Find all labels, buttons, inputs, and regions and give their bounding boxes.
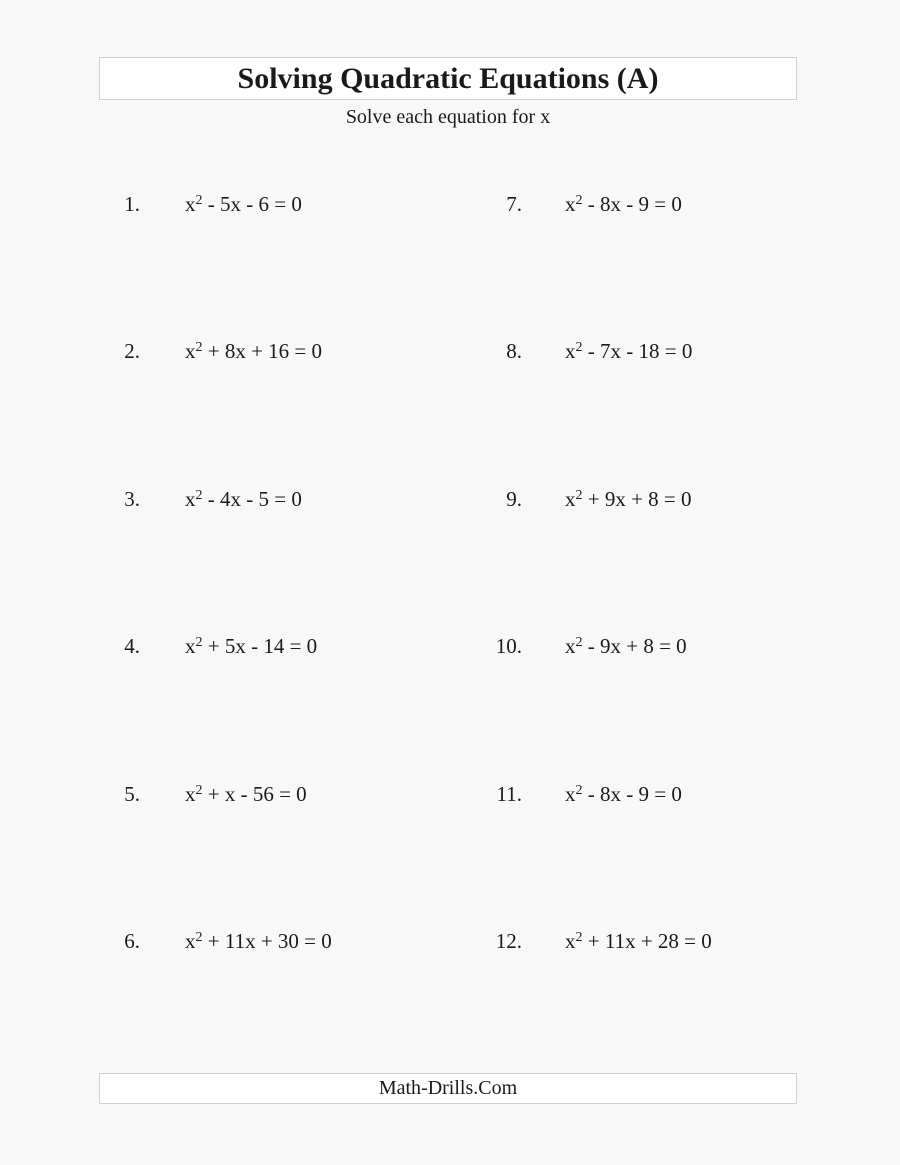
title-box (99, 57, 797, 100)
equation-exponent: 2 (195, 783, 203, 798)
problem-equation (565, 336, 692, 366)
equation-base: x (565, 782, 576, 806)
problem-number: 5. (124, 782, 140, 806)
problem-equation (185, 779, 307, 809)
problem-equation (185, 631, 317, 661)
problem-number: 11. (496, 782, 522, 806)
footer-box (99, 1073, 797, 1104)
equation-base: x (565, 634, 576, 658)
equation-rest: - 4x - 5 = 0 (202, 487, 302, 511)
problem-number: 3. (124, 487, 140, 511)
equation-base: x (565, 192, 576, 216)
problem-row (0, 189, 900, 219)
problem-row (0, 484, 900, 514)
equation-base: x (185, 339, 196, 363)
problem-number: 7. (506, 192, 522, 216)
equation-rest: - 8x - 9 = 0 (582, 782, 682, 806)
equation-base: x (185, 192, 196, 216)
problem-number: 1. (124, 192, 140, 216)
equation-base: x (185, 634, 196, 658)
problem-row (0, 336, 900, 366)
equation-rest: + 11x + 30 = 0 (202, 929, 332, 953)
worksheet-title: Solving Quadratic Equations (A) (237, 61, 659, 95)
problem-number: 8. (506, 339, 522, 363)
problem-row (0, 779, 900, 809)
equation-exponent: 2 (575, 193, 583, 208)
equation-exponent: 2 (575, 930, 583, 945)
problem-equation (565, 926, 712, 956)
equation-exponent: 2 (575, 340, 583, 355)
equation-rest: + 8x + 16 = 0 (202, 339, 323, 363)
equation-exponent: 2 (195, 193, 203, 208)
equation-base: x (185, 929, 196, 953)
equation-base: x (185, 782, 196, 806)
equation-base: x (565, 929, 576, 953)
equation-exponent: 2 (195, 340, 203, 355)
problem-number: 12. (495, 929, 522, 953)
problem-number: 6. (124, 929, 140, 953)
equation-rest: + x - 56 = 0 (202, 782, 307, 806)
equation-exponent: 2 (195, 488, 203, 503)
worksheet-subtitle: Solve each equation for x (345, 106, 551, 128)
equation-exponent: 2 (195, 635, 203, 650)
problem-number: 9. (506, 487, 522, 511)
problem-number: 10. (495, 634, 522, 658)
equation-rest: + 5x - 14 = 0 (202, 634, 318, 658)
problem-equation (185, 336, 322, 366)
problem-number: 4. (124, 634, 140, 658)
equation-rest: + 11x + 28 = 0 (582, 929, 712, 953)
equation-base: x (185, 487, 196, 511)
problem-equation (185, 484, 302, 514)
equation-exponent: 2 (575, 635, 583, 650)
problem-number: 2. (124, 339, 140, 363)
equation-base: x (565, 487, 576, 511)
problem-equation (185, 926, 332, 956)
equation-exponent: 2 (195, 930, 203, 945)
equation-rest: - 8x - 9 = 0 (582, 192, 682, 216)
equation-rest: - 9x + 8 = 0 (582, 634, 687, 658)
equation-exponent: 2 (575, 488, 583, 503)
problem-equation (565, 189, 682, 219)
problem-equation (565, 631, 687, 661)
problem-row (0, 631, 900, 661)
problem-row (0, 926, 900, 956)
problem-equation (565, 779, 682, 809)
problem-equation (185, 189, 302, 219)
equation-rest: - 7x - 18 = 0 (582, 339, 693, 363)
equation-exponent: 2 (575, 783, 583, 798)
footer-brand: Math-Drills.Com (378, 1077, 518, 1099)
equation-rest: - 5x - 6 = 0 (202, 192, 302, 216)
problem-equation (565, 484, 692, 514)
equation-rest: + 9x + 8 = 0 (582, 487, 692, 511)
equation-base: x (565, 339, 576, 363)
